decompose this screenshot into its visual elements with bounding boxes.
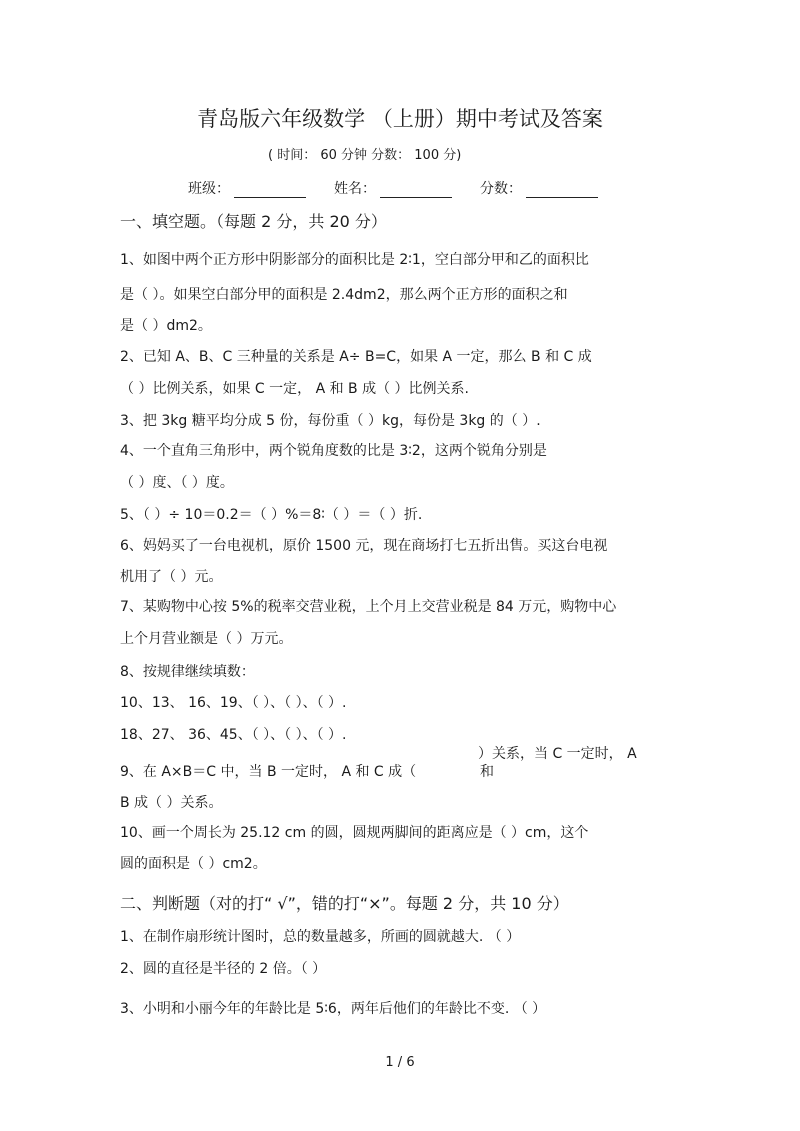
question-line: （ ）度、（ ）度。 [120, 475, 234, 491]
name-field [334, 180, 452, 198]
question-line: 1、如图中两个正方形中阴影部分的面积比是 2∶1，空白部分甲和乙的面积比 [120, 252, 589, 268]
class-field [188, 180, 306, 198]
class-label: 班级： [188, 181, 230, 197]
question-line: （ ）比例关系，如果 C 一定， A 和 B 成（ ）比例关系. [120, 381, 470, 397]
question-line: 上个月营业额是（ ）万元。 [120, 631, 293, 647]
question-line: 8、按规律继续填数： [120, 664, 255, 680]
section-heading-fill-blank: 一、填空题。（每题 2 分，共 20 分） [120, 212, 387, 231]
page-title: 青岛版六年级数学 （上册）期中考试及答案 [197, 107, 603, 131]
question-line: 是（ ）。如果空白部分甲的面积是 2.4dm2，那么两个正方形的面积之和 [120, 287, 568, 303]
question-line: 是（ ）dm2。 [120, 318, 212, 334]
q9-right-fragment: ）关系，当 C 一定时， A [478, 746, 637, 762]
page-number: 1 / 6 [385, 1055, 415, 1070]
name-label: 姓名： [334, 181, 376, 197]
judge-item: 1、在制作扇形统计图时，总的数量越多，所画的圆就越大. （ ） [120, 929, 521, 945]
score-blank [526, 181, 598, 198]
question-line: 5、（ ）÷ 10＝0.2＝（ ）%＝8∶（ ）＝（ ）折. [120, 507, 423, 523]
score-field [480, 180, 598, 198]
q10-line-2: 圆的面积是（ ）cm2。 [120, 856, 267, 872]
class-blank [234, 181, 306, 198]
q9-line: 9、在 A×B＝C 中，当 B 一定时， A 和 C 成（ [120, 764, 417, 780]
question-line: 3、把 3kg 糖平均分成 5 份，每份重（ ）kg，每份是 3kg 的（ ）. [120, 413, 541, 429]
question-line: 10、13、 16、19、（ ）、（ ）、（ ）. [120, 695, 347, 711]
question-line: 机用了（ ）元。 [120, 569, 223, 585]
question-line: 2、已知 A、B、C 三种量的关系是 A÷ B=C，如果 A 一定，那么 B 和 C 成 [120, 349, 592, 365]
section-heading-judge: 二、判断题（对的打“ √”，错的打“×”。每题 2 分，共 10 分） [120, 894, 569, 913]
question-line: 18、27、 36、45、（ ）、（ ）、（ ）. [120, 727, 347, 743]
question-line: 6、妈妈买了一台电视机，原价 1500 元，现在商场打七五折出售。买这台电视 [120, 538, 608, 554]
judge-item: 3、小明和小丽今年的年龄比是 5∶6，两年后他们的年龄比不变. （ ） [120, 1001, 547, 1017]
score-label: 分数： [480, 181, 522, 197]
q10-line: 10、画一个周长为 25.12 cm 的圆，圆规两脚间的距离应是（ ）cm，这个 [120, 825, 589, 841]
exam-meta: ( 时间： 60 分钟 分数： 100 分) [268, 148, 462, 163]
name-blank [380, 181, 452, 198]
student-fields [188, 180, 626, 198]
q9-he: 和 [480, 764, 494, 780]
question-line: 4、一个直角三角形中，两个锐角度数的比是 3∶2，这两个锐角分别是 [120, 443, 547, 459]
judge-item: 2、圆的直径是半径的 2 倍。（ ） [120, 961, 327, 977]
q9-line-2: B 成（ ）关系。 [120, 795, 223, 811]
question-line: 7、某购物中心按 5%的税率交营业税，上个月上交营业税是 84 万元，购物中心 [120, 599, 617, 615]
